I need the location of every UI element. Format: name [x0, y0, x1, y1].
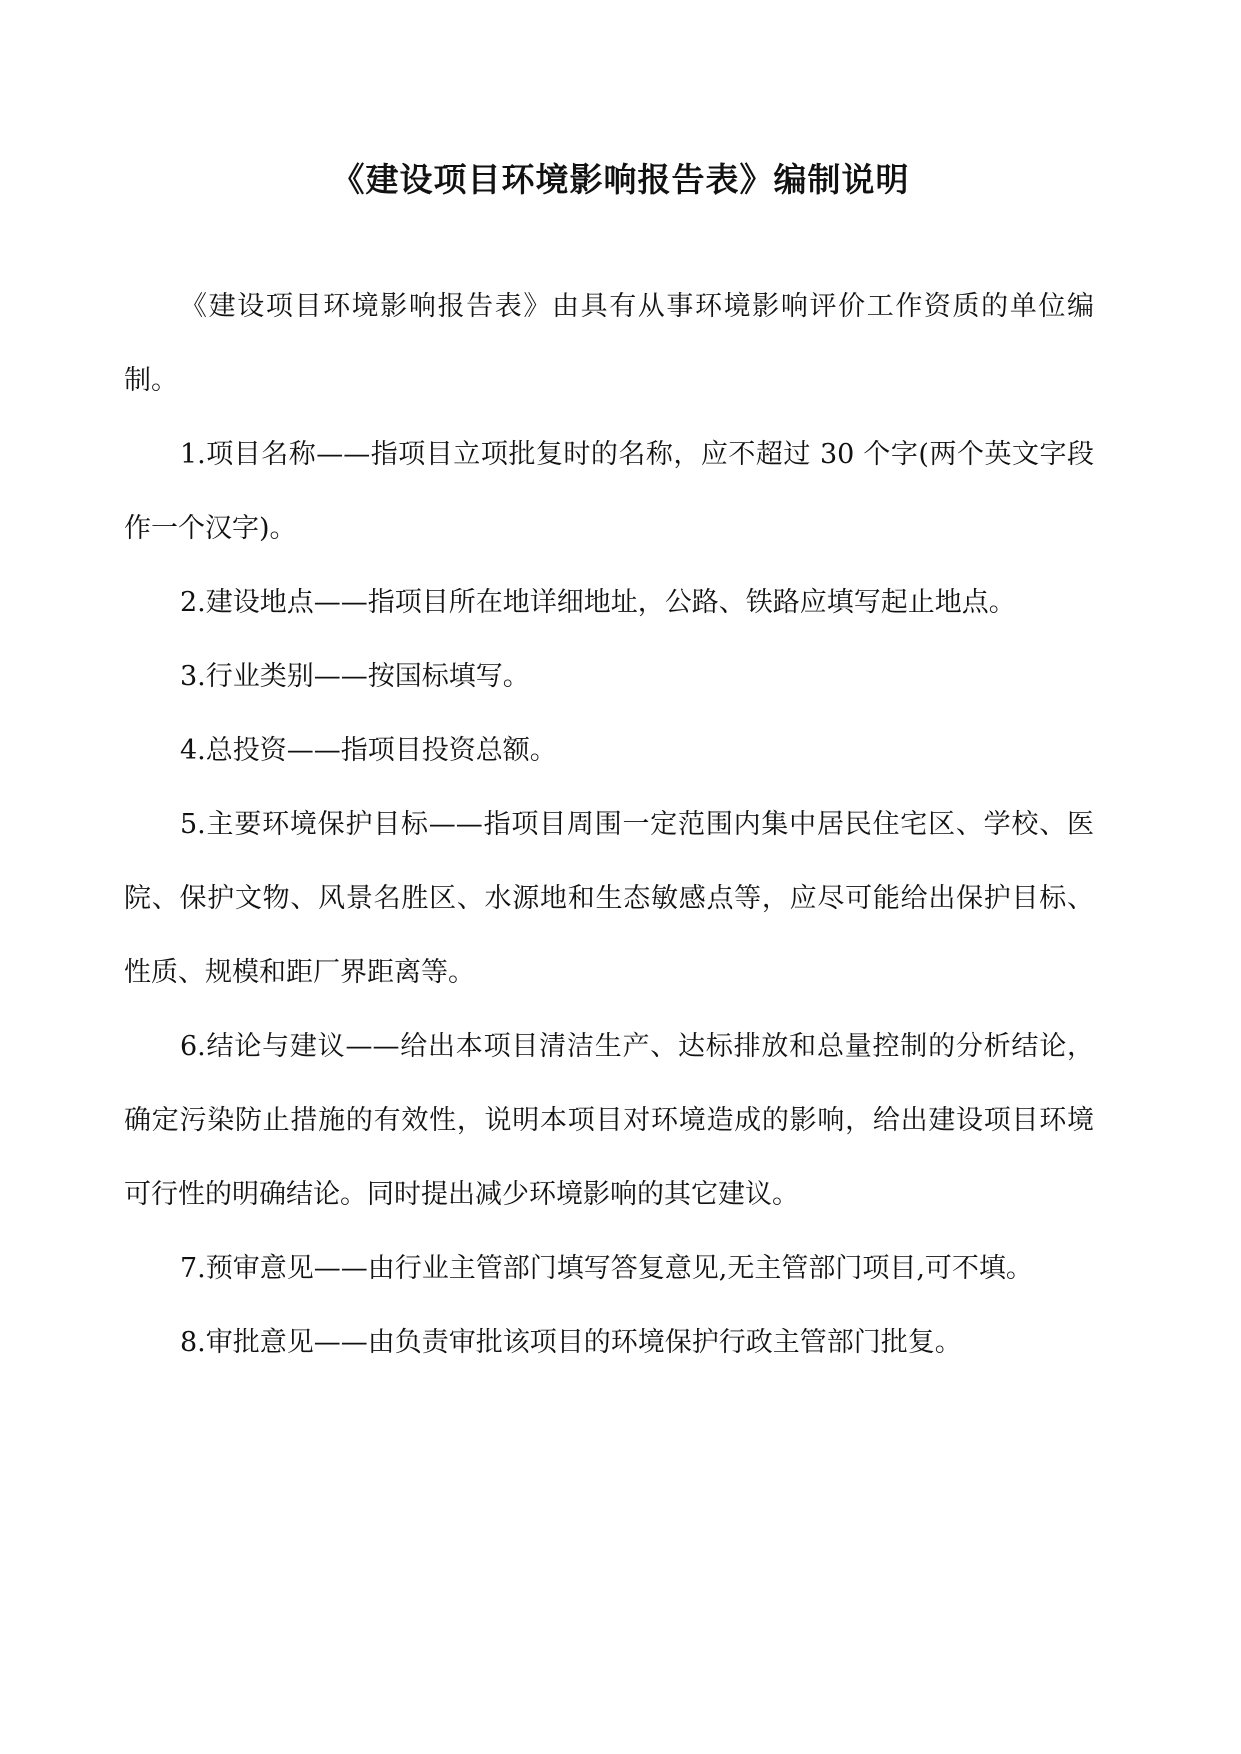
paragraph-item-7: 7.预审意见——由行业主管部门填写答复意见,无主管部门项目,可不填。 [180, 1253, 1033, 1284]
document-body [124, 270, 1094, 1380]
paragraph-item-6: 6.结论与建议——给出本项目清洁生产、达标排放和总量控制的分析结论，确定污染防止措施的有效性，说明本项目对环境造成的影响，给出建设项目环境可行性的明确结论。同时提出减少环境影响的其它建议。 [124, 1031, 1094, 1210]
paragraph-item-2: 2.建设地点——指项目所在地详细地址，公路、铁路应填写起止地点。 [180, 587, 1016, 618]
paragraph-item-3: 3.行业类别——按国标填写。 [180, 661, 530, 692]
paragraph-item-1: 1.项目名称——指项目立项批复时的名称，应不超过 30 个字(两个英文字段作一个汉字)。 [124, 439, 1094, 544]
document-title: 《建设项目环境影响报告表》编制说明 [331, 160, 910, 199]
paragraph-item-8: 8.审批意见——由负责审批该项目的环境保护行政主管部门批复。 [180, 1327, 962, 1358]
paragraph-item-5: 5.主要环境保护目标——指项目周围一定范围内集中居民住宅区、学校、医院、保护文物、风景名胜区、水源地和生态敏感点等，应尽可能给出保护目标、性质、规模和距厂界距离等。 [124, 809, 1094, 988]
paragraph-item-4: 4.总投资——指项目投资总额。 [180, 735, 557, 766]
paragraph-intro: 《建设项目环境影响报告表》由具有从事环境影响评价工作资质的单位编制。 [124, 291, 1094, 396]
